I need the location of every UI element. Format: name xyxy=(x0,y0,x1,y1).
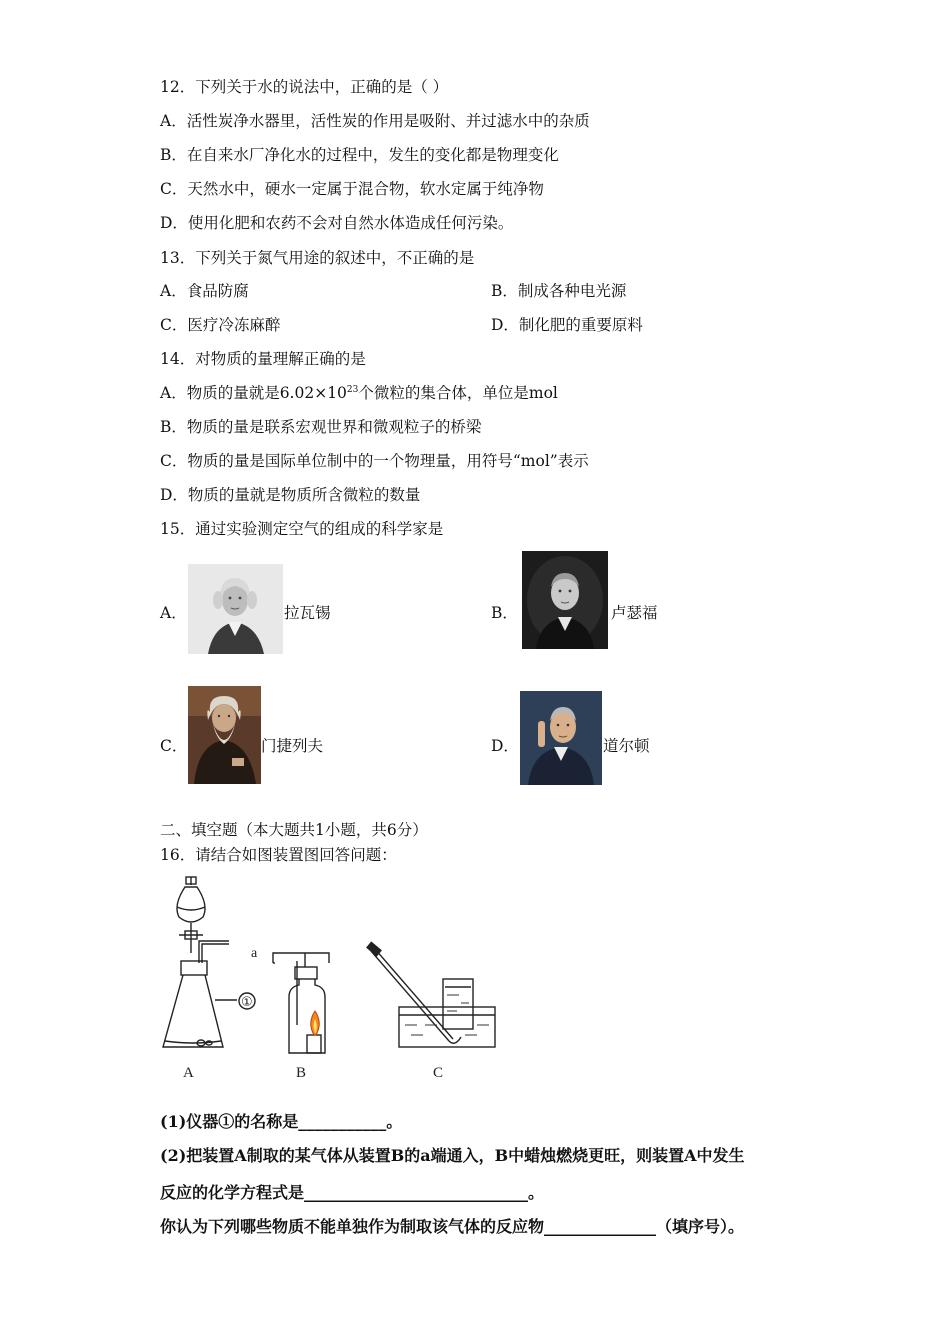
q15-option-d-name: 道尔顿 xyxy=(603,737,650,755)
lavoisier-portrait xyxy=(188,564,283,654)
q12-option-d: D．使用化肥和农药不会对自然水体造成任何污染。 xyxy=(160,214,514,232)
tube-end-label-a: a xyxy=(251,946,258,961)
q12-option-c: C．天然水中，硬水一定属于混合物，软水定属于纯净物 xyxy=(160,180,544,198)
q15-option-a-name: 拉瓦锡 xyxy=(284,604,331,622)
q14-exponent: 23 xyxy=(346,384,359,395)
q16-part3: 你认为下列哪些物质不能单独作为制取该气体的反应物______________（填序号）。 xyxy=(160,1217,745,1236)
q14-option-d: D．物质的量就是物质所含微粒的数量 xyxy=(160,486,421,504)
q13-option-b: B．制成各种电光源 xyxy=(491,282,627,300)
q14-stem: 14．对物质的量理解正确的是 xyxy=(160,350,366,368)
q15-option-c-letter: C． xyxy=(160,737,188,755)
section-heading: 二、填空题（本大题共1小题，共6分） xyxy=(160,821,428,839)
q14-option-b: B．物质的量是联系宏观世界和微观粒子的桥梁 xyxy=(160,418,482,436)
q14-option-a-post: 个微粒的集合体，单位是mol xyxy=(358,384,558,402)
q15-option-d-letter: D． xyxy=(491,737,519,755)
q12-option-a: A．活性炭净水器里，活性炭的作用是吸附、并过滤水中的杂质 xyxy=(160,112,590,130)
q13-stem: 13．下列关于氮气用途的叙述中，不正确的是 xyxy=(160,249,475,267)
q14-option-a-pre: A．物质的量就是6.02×10 xyxy=(160,384,347,402)
q12-stem: 12．下列关于水的说法中，正确的是（ ） xyxy=(160,78,449,96)
dalton-portrait xyxy=(520,691,602,785)
mendeleev-portrait xyxy=(188,686,261,784)
q16-part2-equation: 反应的化学方程式是____________________________。 xyxy=(160,1183,545,1202)
q15-stem: 15．通过实验测定空气的组成的科学家是 xyxy=(160,520,444,538)
q15-option-a-letter: A． xyxy=(160,604,187,622)
apparatus-diagram xyxy=(155,875,505,1089)
q13-option-d: D．制化肥的重要原料 xyxy=(491,316,643,334)
q16-part2: (2)把装置A制取的某气体从装置B的a端通入，B中蜡烛燃烧更旺，则装置A中发生 xyxy=(160,1146,745,1165)
instrument-marker-1: ① xyxy=(241,995,253,1010)
q12-option-b: B．在自来水厂净化水的过程中，发生的变化都是物理变化 xyxy=(160,146,559,164)
figure-label-c: C xyxy=(433,1065,444,1081)
q14-option-c: C．物质的量是国际单位制中的一个物理量，用符号“mol”表示 xyxy=(160,452,589,470)
rutherford-portrait xyxy=(522,551,608,649)
q15-option-b-name: 卢瑟福 xyxy=(611,604,658,622)
q15-option-c-name: 门捷列夫 xyxy=(261,737,324,755)
q14-option-a xyxy=(160,383,558,403)
q16-part1: (1)仪器①的名称是___________。 xyxy=(160,1112,403,1131)
q13-option-a: A．食品防腐 xyxy=(160,282,249,300)
q16-stem: 16．请结合如图装置图回答问题： xyxy=(160,846,397,864)
figure-label-a: A xyxy=(183,1065,194,1081)
q15-option-b-letter: B． xyxy=(491,604,518,622)
q13-option-c: C．医疗冷冻麻醉 xyxy=(160,316,281,334)
figure-label-b: B xyxy=(296,1065,307,1081)
